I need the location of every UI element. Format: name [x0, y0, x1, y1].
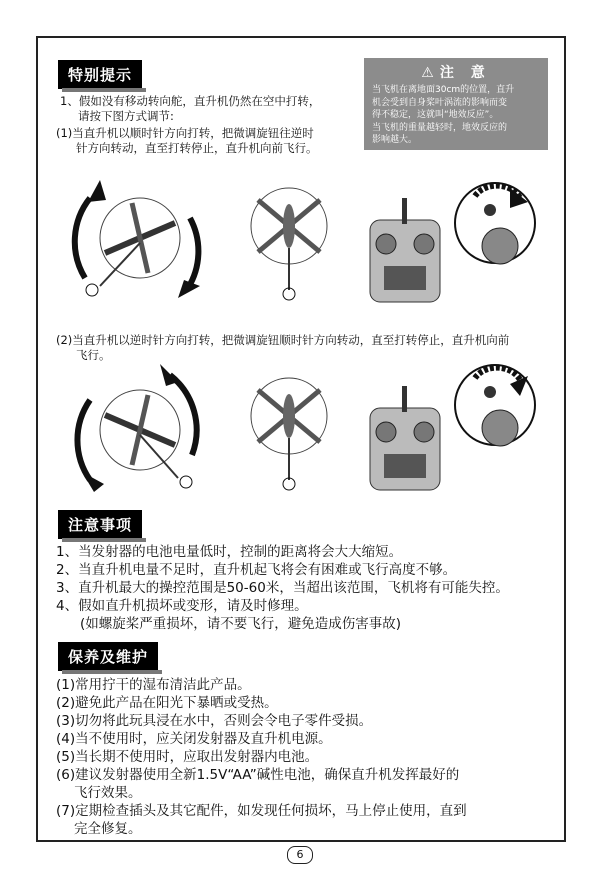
- tip-case-2b: 飞行。: [76, 348, 111, 362]
- warning-line-5: 影响越大。: [372, 135, 418, 145]
- warning-triangle-icon: ⚠: [421, 65, 434, 81]
- helicopter-straight-illustration: [244, 178, 334, 308]
- notes-header: 注意事项: [58, 510, 142, 539]
- warning-line-4: 当飞机的重量越轻时，地效反应的: [372, 122, 508, 133]
- helicopter-straight-illustration-2: [244, 368, 334, 498]
- care-item-2: (2)避免此产品在阳光下暴晒或受热。: [56, 695, 278, 711]
- note-item-3: 3、直升机最大的操控范围是50-60米，当超出该范围，飞机将有可能失控。: [56, 580, 509, 596]
- care-header: 保养及维护: [58, 642, 158, 671]
- care-item-3: (3)切勿将此玩具浸在水中，否则会令电子零件受损。: [56, 713, 373, 729]
- transmitter-trim-illustration-1: [370, 178, 550, 308]
- care-item-7-cont: 完全修复。: [74, 821, 142, 837]
- page-number: 6: [287, 846, 313, 864]
- note-item-4: 4、假如直升机损坏或变形，请及时修理。: [56, 598, 308, 614]
- warning-line-2: 机会受到自身桨叶涡流的影响而变: [372, 97, 508, 108]
- tip-line-1b: 请按下图方式调节:: [78, 109, 174, 123]
- transmitter-trim-illustration-2: [370, 360, 550, 490]
- care-item-5: (5)当长期不使用时，应取出发射器内电池。: [56, 749, 319, 765]
- care-item-6: (6)建议发射器使用全新1.5V“AA”碱性电池，确保直升机发挥最好的: [56, 767, 460, 783]
- warning-box: [364, 58, 548, 150]
- warning-line-3: 得不稳定，这就叫“地效反应”。: [372, 110, 499, 120]
- tip-case-1a: (1)当直升机以顺时针方向打转，把微调旋钮往逆时: [56, 126, 314, 140]
- care-item-6-cont: 飞行效果。: [74, 785, 142, 801]
- care-item-1: (1)常用拧干的湿布清洁此产品。: [56, 677, 251, 693]
- warning-line-1: 当飞机在离地面30cm的位置，直升: [372, 85, 515, 95]
- helicopter-counterclockwise-illustration: [60, 360, 220, 510]
- helicopter-clockwise-illustration: [60, 168, 220, 318]
- tip-line-1a: 1、假如没有移动转向舵，直升机仍然在空中打转，: [60, 94, 321, 108]
- note-item-4-sub: (如螺旋桨严重损坏，请不要飞行，避免造成伤害事故): [80, 616, 402, 632]
- note-item-2: 2、当直升机电量不足时，直升机起飞将会有困难或飞行高度不够。: [56, 562, 457, 578]
- warning-title: ⚠ 注 意: [372, 62, 540, 84]
- special-tips-header: 特别提示: [58, 60, 142, 89]
- tip-case-1b: 针方向转动，直至打转停止，直升机向前飞行。: [76, 141, 318, 155]
- note-item-1: 1、当发射器的电池电量低时，控制的距离将会大大缩短。: [56, 544, 403, 560]
- care-item-4: (4)当不使用时，应关闭发射器及直升机电源。: [56, 731, 332, 747]
- care-item-7: (7)定期检查插头及其它配件，如发现任何损坏，马上停止使用，直到: [56, 803, 467, 819]
- tip-case-2a: (2)当直升机以逆时针方向打转，把微调旋钮顺时针方向转动，直至打转停止，直升机向前: [56, 333, 510, 347]
